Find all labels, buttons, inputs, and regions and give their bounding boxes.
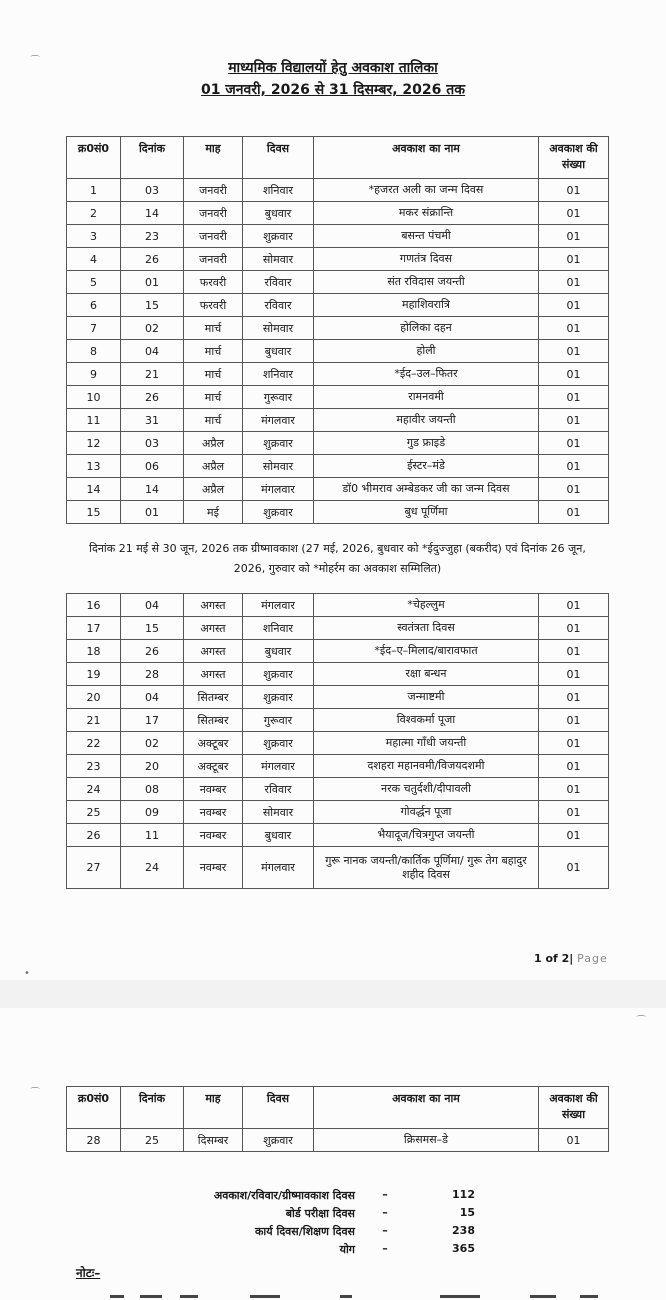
table-row: [67, 317, 609, 340]
table-row: [67, 686, 609, 709]
table-row: [67, 202, 609, 225]
table-row: [67, 640, 609, 663]
table-row: [67, 732, 609, 755]
cell-date: 04: [121, 686, 184, 709]
table-row: [67, 663, 609, 686]
cell-count: 01: [539, 501, 609, 524]
cell-count: 01: [539, 478, 609, 501]
table-row: [67, 755, 609, 778]
table-row: [67, 709, 609, 732]
table-row: [67, 409, 609, 432]
cell-name: महात्मा गाँधी जयन्ती: [314, 732, 539, 755]
summary-block: [150, 1188, 475, 1260]
cell-day: बुधवार: [243, 640, 314, 663]
cell-sno: 23: [67, 755, 121, 778]
cell-date: 14: [121, 202, 184, 225]
cell-date: 06: [121, 455, 184, 478]
cell-month: नवम्बर: [184, 801, 243, 824]
cell-month: जनवरी: [184, 248, 243, 271]
cell-sno: 25: [67, 801, 121, 824]
cell-sno: 12: [67, 432, 121, 455]
cell-count: 01: [539, 432, 609, 455]
cell-date: 04: [121, 340, 184, 363]
cell-sno: 17: [67, 617, 121, 640]
cell-name: डॉ0 भीमराव अम्बेडकर जी का जन्म दिवस: [314, 478, 539, 501]
cell-day: बुधवार: [243, 340, 314, 363]
cell-day: रविवार: [243, 778, 314, 801]
summary-row: योग – 365: [339, 1242, 475, 1256]
cell-name: संत रविदास जयन्ती: [314, 271, 539, 294]
cell-name: दशहरा महानवमी/विजयदशमी: [314, 755, 539, 778]
cell-month: मार्च: [184, 317, 243, 340]
cell-name: गणतंत्र दिवस: [314, 248, 539, 271]
cell-date: 31: [121, 409, 184, 432]
cell-sno: 3: [67, 225, 121, 248]
cell-name: *चेहल्लुम: [314, 594, 539, 617]
cell-sno: 8: [67, 340, 121, 363]
cell-day: गुरूवार: [243, 386, 314, 409]
cell-name: विश्वकर्मा पूजा: [314, 709, 539, 732]
cell-name: महावीर जयन्ती: [314, 409, 539, 432]
cell-name: रामनवमी: [314, 386, 539, 409]
cell-month: नवम्बर: [184, 824, 243, 847]
cut-off-text: [110, 1292, 610, 1300]
scan-mark: ⌒: [636, 1016, 646, 1027]
table-row: [67, 432, 609, 455]
cell-sno: 16: [67, 594, 121, 617]
cell-day: रविवार: [243, 271, 314, 294]
cell-month: अप्रैल: [184, 432, 243, 455]
scan-mark: ⌒: [30, 1088, 40, 1099]
cell-count: 01: [539, 755, 609, 778]
cell-sno: 4: [67, 248, 121, 271]
cell-sno: 14: [67, 478, 121, 501]
cell-sno: 5: [67, 271, 121, 294]
scan-mark: ⌒: [30, 56, 40, 67]
summary-row: बोर्ड परीक्षा दिवस – 15: [285, 1206, 475, 1220]
cell-month: फरवरी: [184, 294, 243, 317]
cell-count: 01: [539, 340, 609, 363]
cell-month: नवम्बर: [184, 778, 243, 801]
holiday-table-page2: [66, 1086, 609, 1152]
summary-row: कार्य दिवस/शिक्षण दिवस – 238: [254, 1224, 475, 1238]
cell-date: 26: [121, 640, 184, 663]
cell-count: 01: [539, 317, 609, 340]
cell-sno: 6: [67, 294, 121, 317]
cell-date: 08: [121, 778, 184, 801]
cell-month: जनवरी: [184, 225, 243, 248]
cell-sno: 11: [67, 409, 121, 432]
cell-day: शुक्रवार: [243, 1129, 314, 1152]
cell-month: फरवरी: [184, 271, 243, 294]
cell-name: *ईद–उल–फितर: [314, 363, 539, 386]
cell-month: जनवरी: [184, 179, 243, 202]
table-row: [67, 179, 609, 202]
table-row: [67, 225, 609, 248]
cell-sno: 19: [67, 663, 121, 686]
cell-count: 01: [539, 271, 609, 294]
cell-month: सितम्बर: [184, 686, 243, 709]
cell-count: 01: [539, 594, 609, 617]
table-row: [67, 801, 609, 824]
cell-day: शनिवार: [243, 363, 314, 386]
cell-day: मंगलवार: [243, 409, 314, 432]
table-row: [67, 478, 609, 501]
cell-date: 14: [121, 478, 184, 501]
cell-day: मंगलवार: [243, 594, 314, 617]
cell-sno: 21: [67, 709, 121, 732]
cell-date: 26: [121, 248, 184, 271]
cell-date: 09: [121, 801, 184, 824]
table-row: [67, 386, 609, 409]
cell-date: 25: [121, 1129, 184, 1152]
table-row: [67, 294, 609, 317]
cell-date: 03: [121, 179, 184, 202]
document-subtitle: 01 जनवरी, 2026 से 31 दिसम्बर, 2026 तक: [201, 82, 465, 98]
cell-name: *हजरत अली का जन्म दिवस: [314, 179, 539, 202]
table-row: [67, 824, 609, 847]
cell-name: क्रिसमस–डे: [314, 1129, 539, 1152]
cell-day: सोमवार: [243, 317, 314, 340]
header-month: माह: [184, 1087, 243, 1129]
cell-sno: 26: [67, 824, 121, 847]
cell-sno: 10: [67, 386, 121, 409]
cell-day: शुक्रवार: [243, 663, 314, 686]
table-row: [67, 363, 609, 386]
cell-name: मकर संक्रान्ति: [314, 202, 539, 225]
cell-count: 01: [539, 801, 609, 824]
cell-date: 02: [121, 732, 184, 755]
cell-name: गुड फ्राइडे: [314, 432, 539, 455]
cell-count: 01: [539, 847, 609, 889]
header-sno: क्र0सं0: [67, 1087, 121, 1129]
table-row: [67, 1129, 609, 1152]
cell-month: मार्च: [184, 386, 243, 409]
table-row: [67, 271, 609, 294]
cell-name: महाशिवरात्रि: [314, 294, 539, 317]
cell-month: अप्रैल: [184, 478, 243, 501]
cell-day: बुधवार: [243, 202, 314, 225]
page-number: 1 of 2| Page: [534, 952, 608, 965]
cell-name: होली: [314, 340, 539, 363]
cell-day: सोमवार: [243, 248, 314, 271]
table-row: [67, 340, 609, 363]
header-name: अवकाश का नाम: [314, 1087, 539, 1129]
cell-month: जनवरी: [184, 202, 243, 225]
header-name: अवकाश का नाम: [314, 137, 539, 179]
cell-date: 02: [121, 317, 184, 340]
cell-name: बसन्त पंचमी: [314, 225, 539, 248]
cell-sno: 2: [67, 202, 121, 225]
cell-name: बुध पूर्णिमा: [314, 501, 539, 524]
cell-count: 01: [539, 732, 609, 755]
table-row: [67, 617, 609, 640]
cell-count: 01: [539, 455, 609, 478]
cell-sno: 28: [67, 1129, 121, 1152]
cell-month: अगस्त: [184, 663, 243, 686]
cell-name: भैयादूज/चित्रगुप्त जयन्ती: [314, 824, 539, 847]
cell-day: सोमवार: [243, 801, 314, 824]
header-day: दिवस: [243, 1087, 314, 1129]
table-row: [67, 248, 609, 271]
cell-count: 01: [539, 179, 609, 202]
cell-count: 01: [539, 294, 609, 317]
cell-count: 01: [539, 640, 609, 663]
cell-date: 01: [121, 501, 184, 524]
cell-count: 01: [539, 824, 609, 847]
cell-date: 20: [121, 755, 184, 778]
header-sno: क्र0सं0: [67, 137, 121, 179]
cell-count: 01: [539, 617, 609, 640]
table-row: [67, 455, 609, 478]
cell-name: *ईद–ए–मिलाद/बारावफात: [314, 640, 539, 663]
cell-date: 11: [121, 824, 184, 847]
cell-sno: 27: [67, 847, 121, 889]
header-month: माह: [184, 137, 243, 179]
cell-count: 01: [539, 225, 609, 248]
cell-month: अगस्त: [184, 594, 243, 617]
cell-day: सोमवार: [243, 455, 314, 478]
cell-count: 01: [539, 363, 609, 386]
cell-count: 01: [539, 409, 609, 432]
cell-date: 26: [121, 386, 184, 409]
cell-day: शुक्रवार: [243, 501, 314, 524]
cell-name: स्वतंत्रता दिवस: [314, 617, 539, 640]
cell-day: शुक्रवार: [243, 225, 314, 248]
cell-sno: 18: [67, 640, 121, 663]
cell-date: 01: [121, 271, 184, 294]
cell-count: 01: [539, 386, 609, 409]
cell-count: 01: [539, 709, 609, 732]
cell-sno: 1: [67, 179, 121, 202]
cell-day: शुक्रवार: [243, 732, 314, 755]
summer-vacation-row: [67, 524, 609, 594]
cell-month: मार्च: [184, 340, 243, 363]
cell-day: मंगलवार: [243, 847, 314, 889]
cell-count: 01: [539, 202, 609, 225]
cell-sno: 20: [67, 686, 121, 709]
cell-month: नवम्बर: [184, 847, 243, 889]
scan-mark: •: [24, 968, 30, 979]
header-date: दिनांक: [121, 1087, 184, 1129]
document-title: माध्यमिक विद्यालयों हेतु अवकाश तालिका: [228, 60, 438, 76]
cell-month: अक्टूबर: [184, 732, 243, 755]
cell-date: 23: [121, 225, 184, 248]
cell-sno: 7: [67, 317, 121, 340]
header-day: दिवस: [243, 137, 314, 179]
cell-date: 24: [121, 847, 184, 889]
cell-count: 01: [539, 1129, 609, 1152]
cell-month: मार्च: [184, 409, 243, 432]
cell-day: मंगलवार: [243, 478, 314, 501]
cell-sno: 22: [67, 732, 121, 755]
summer-vacation-note: दिनांक 21 मई से 30 जून, 2026 तक ग्रीष्मावकाश (27 मई, 2026, बुधवार को *ईदुज्जुहा (बकरीद) एवं दिनांक 26 जून, 2026, गुरुवार को *मोहर्रम का अवकाश सम्मिलित): [67, 524, 609, 594]
cell-date: 28: [121, 663, 184, 686]
cell-day: शुक्रवार: [243, 432, 314, 455]
cell-name: रक्षा बन्धन: [314, 663, 539, 686]
cell-date: 03: [121, 432, 184, 455]
cell-count: 01: [539, 686, 609, 709]
summary-row: अवकाश/रविवार/ग्रीष्मावकाश दिवस – 112: [213, 1188, 475, 1202]
cell-date: 04: [121, 594, 184, 617]
cell-date: 15: [121, 617, 184, 640]
cell-month: सितम्बर: [184, 709, 243, 732]
cell-day: शनिवार: [243, 179, 314, 202]
cell-month: अगस्त: [184, 640, 243, 663]
cell-month: अगस्त: [184, 617, 243, 640]
cell-name: ईस्टर–मंडे: [314, 455, 539, 478]
header-date: दिनांक: [121, 137, 184, 179]
cell-day: गुरूवार: [243, 709, 314, 732]
cell-month: दिसम्बर: [184, 1129, 243, 1152]
table-row: [67, 778, 609, 801]
cell-name: नरक चतुर्दशी/दीपावली: [314, 778, 539, 801]
cell-sno: 15: [67, 501, 121, 524]
cell-date: 15: [121, 294, 184, 317]
cell-month: मार्च: [184, 363, 243, 386]
header-count: अवकाश की संख्या: [539, 137, 609, 179]
cell-name: होलिका दहन: [314, 317, 539, 340]
cell-count: 01: [539, 663, 609, 686]
cell-day: शुक्रवार: [243, 686, 314, 709]
cell-day: शनिवार: [243, 617, 314, 640]
cell-name: गोवर्द्धन पूजा: [314, 801, 539, 824]
cell-sno: 13: [67, 455, 121, 478]
header-count: अवकाश की संख्या: [539, 1087, 609, 1129]
cell-count: 01: [539, 248, 609, 271]
holiday-table: [66, 136, 609, 889]
cell-sno: 9: [67, 363, 121, 386]
table-row: [67, 594, 609, 617]
cell-month: मई: [184, 501, 243, 524]
cell-date: 21: [121, 363, 184, 386]
table-row: [67, 501, 609, 524]
cell-count: 01: [539, 778, 609, 801]
cell-month: अक्टूबर: [184, 755, 243, 778]
cell-date: 17: [121, 709, 184, 732]
cell-day: रविवार: [243, 294, 314, 317]
cell-day: मंगलवार: [243, 755, 314, 778]
table-row: [67, 847, 609, 889]
cell-sno: 24: [67, 778, 121, 801]
cell-name: जन्माष्टमी: [314, 686, 539, 709]
cell-month: अप्रैल: [184, 455, 243, 478]
note-label: नोटः–: [76, 1266, 101, 1280]
cell-day: बुधवार: [243, 824, 314, 847]
cell-name: गुरू नानक जयन्ती/कार्तिक पूर्णिमा/ गुरू तेग बहादुर शहीद दिवस: [314, 847, 539, 889]
